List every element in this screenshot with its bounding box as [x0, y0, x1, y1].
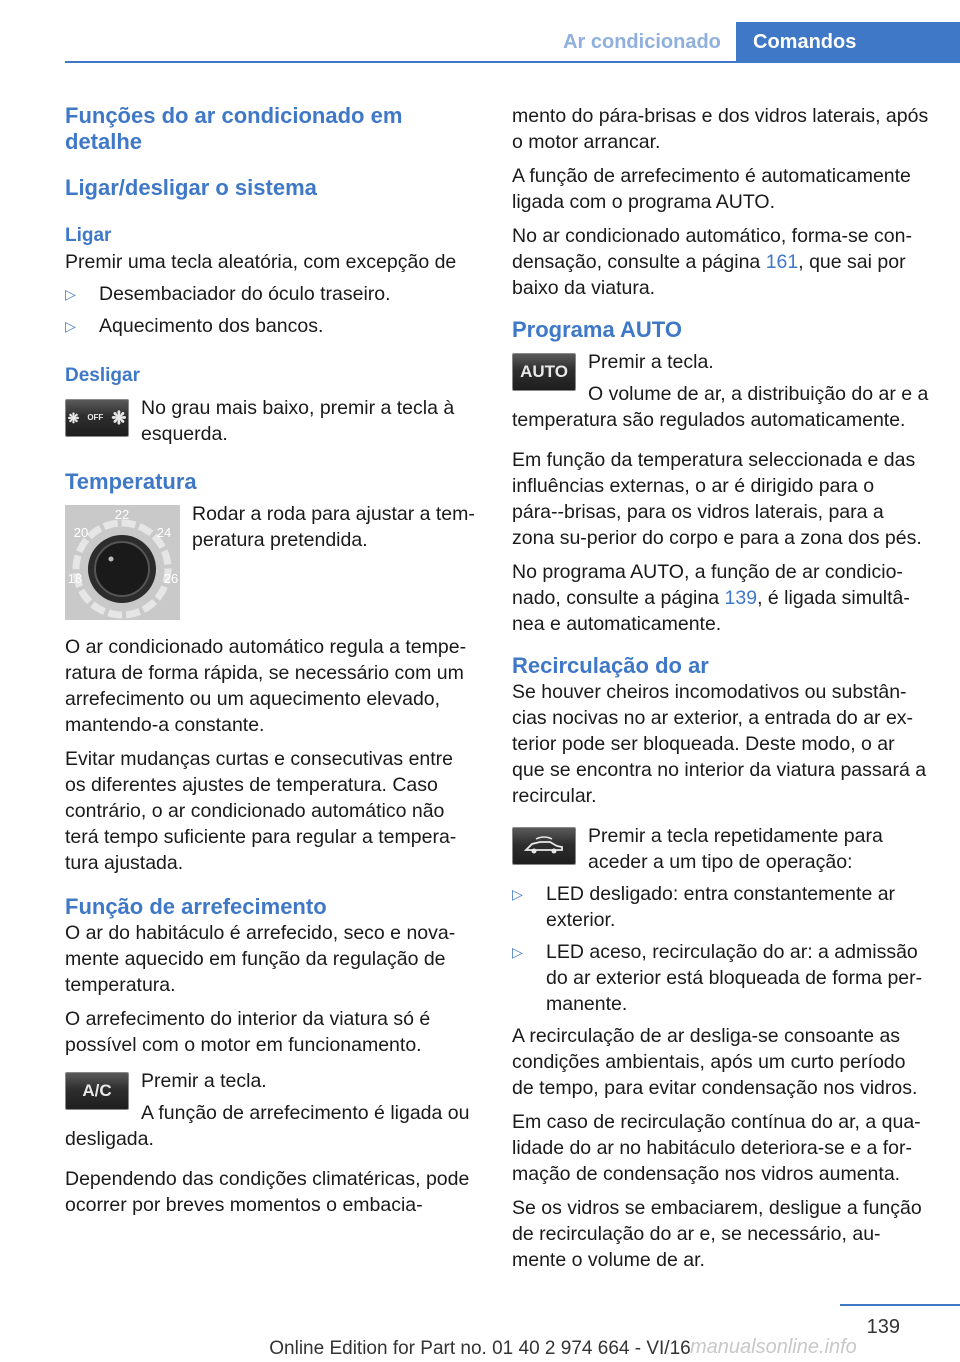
condensation-text-a: No ar condicionado automático, forma-se con‐densação, consulte a página: [512, 225, 912, 273]
auto-text-b: , é ligada simultâ‐nea e automaticamente.: [512, 587, 910, 635]
auto-press-text: Premir a tecla.: [588, 351, 714, 373]
recirculation-mode-list: [512, 881, 930, 1017]
auto-cooling-paragraph: A função de arrefecimento é automaticamente ligada com o programa AUTO.: [512, 165, 911, 213]
off-instruction: [65, 395, 479, 447]
condensation-paragraph: [512, 223, 930, 301]
temperature-paragraph-2: Evitar mudanças curtas e consecutivas entre os diferentes ajustes de temperatura. Caso contrário, o ar condicionado automático não terá tempo suficiente para regular a tempera‐tura ajustada.: [65, 748, 457, 874]
list-item: ▷ Desembaciador do óculo traseiro.: [65, 281, 479, 307]
recirculation-paragraph-2: A recirculação de ar desliga-se consoante as condições ambientais, após um curto período de tempo, para evitar condensação nos vidros.: [512, 1025, 918, 1099]
recirculation-paragraph-3: Em caso de recirculação contínua do ar, a qua‐lidade do ar no habitáculo deteriora-se e a for‐mação de condensação nos vidros aumenta.: [512, 1111, 921, 1185]
recirculation-press-text: Premir a tecla repetidamente para aceder a um tipo de operação:: [588, 825, 883, 873]
auto-paragraph-1: Em função da temperatura seleccionada e das influências externas, o ar é dirigido para o pára‐-brisas, para os vidros laterais, para a zona su‐perior do corpo e para a zona dos pés.: [512, 449, 922, 549]
ac-instruction: [65, 1068, 479, 1152]
temperature-instruction: [65, 501, 479, 626]
recirculation-instruction: [512, 823, 930, 875]
continuation-paragraph: mento do pára-brisas e dos vidros laterais, após o motor arrancar.: [512, 105, 929, 153]
heading-functions-detail: Funções do ar condicionado em detalhe: [65, 103, 403, 154]
heading-on-off-system: Ligar/desligar o sistema: [65, 175, 317, 200]
on-text: Premir uma tecla aleatória, com excepção de: [65, 251, 457, 273]
car-recirculation-icon: [522, 835, 566, 857]
temperature-dial-image: [65, 505, 180, 620]
ac-text: A função de arrefecimento é ligada ou desligada.: [65, 1102, 470, 1150]
off-label: OFF: [87, 413, 104, 422]
cooling-paragraph-3: Dependendo das condições climatéricas, pode ocorrer por breves momentos o embacia‐: [65, 1168, 470, 1216]
header-section-title: Ar condicionado: [563, 31, 721, 53]
on-exception-list: [65, 281, 479, 339]
fan-off-button-icon: [65, 399, 129, 437]
dial-tick: 18: [67, 571, 83, 586]
recirculation-paragraph-1: Se houver cheiros incomodativos ou substân‐cias nocivas no ar exterior, a entrada do ar ex‐terior pode ser bloqueada. Deste modo, o ar que se encontra no interior da viatura passará a recircular.: [512, 681, 927, 807]
condensation-text-b: , que sai por baixo da viatura.: [512, 251, 906, 299]
left-column: [65, 103, 479, 1218]
dial-tick: 24: [156, 525, 172, 540]
dial-tick: 26: [163, 571, 179, 586]
footer-rule: [840, 1304, 960, 1306]
footer-edition-text: Online Edition for Part no. 01 40 2 974 664 - VI/16: [269, 1338, 691, 1359]
temperature-paragraph-1: O ar condicionado automático regula a tempe‐ratura de forma rápida, se necessário com um arrefecimento ou um aquecimento elevado, mantendo-a constante.: [65, 636, 467, 736]
ac-press-text: Premir a tecla.: [141, 1070, 267, 1092]
auto-instruction: [512, 349, 930, 433]
recirculation-paragraph-4: Se os vidros se embaciarem, desligue a função de recirculação do ar e, se necessário, au‐mente o volume de ar.: [512, 1197, 922, 1271]
auto-text: O volume de ar, a distribuição do ar e a temperatura são regulados automaticamente.: [512, 383, 929, 431]
right-column: [512, 103, 930, 1273]
fan-large-icon: ❋: [111, 408, 127, 428]
list-item: ▷ Aquecimento dos bancos.: [65, 313, 479, 339]
heading-auto-program: Programa AUTO: [512, 317, 682, 342]
watermark: manualsonline.info: [690, 1336, 857, 1358]
off-text: No grau mais baixo, premir a tecla à esquerda.: [141, 397, 455, 445]
dial-icon: [65, 505, 180, 620]
dial-tick: 22: [114, 507, 130, 522]
ac-button-icon: A/C: [65, 1072, 129, 1110]
page-link-139[interactable]: 139: [724, 587, 758, 609]
page-number: 139: [866, 1316, 900, 1338]
cooling-paragraph-2: O arrefecimento do interior da viatura só é possível com o motor em funcionamento.: [65, 1008, 431, 1056]
dial-tick: 20: [73, 525, 89, 540]
auto-text-a: No programa AUTO, a função de ar condicio‐nado, consulte a página: [512, 561, 903, 609]
list-item: ▷ LED desligado: entra constantemente ar exterior.: [512, 881, 930, 933]
header-rule: [65, 61, 960, 63]
cooling-paragraph-1: O ar do habitáculo é arrefecido, seco e nova‐mente aquecido em função da regulação de temperatura.: [65, 922, 456, 996]
header-chapter-tab: Comandos: [736, 22, 960, 62]
temperature-text: Rodar a roda para ajustar a tem‐peratura pretendida.: [192, 503, 475, 551]
list-item: ▷ LED aceso, recirculação do ar: a admissão do ar exterior está bloqueada de forma per‐manente.: [512, 939, 930, 1017]
heading-cooling: Função de arrefecimento: [65, 894, 327, 919]
heading-recirculation: Recirculação do ar: [512, 653, 709, 678]
auto-button-icon: AUTO: [512, 353, 576, 391]
heading-off: Desligar: [65, 365, 140, 386]
auto-paragraph-2: [512, 559, 930, 637]
fan-small-icon: ❋: [67, 410, 80, 426]
recirculation-button-icon: [512, 827, 576, 865]
heading-on: Ligar: [65, 225, 112, 246]
page-link-161[interactable]: 161: [765, 251, 799, 273]
heading-temperature: Temperatura: [65, 469, 197, 494]
